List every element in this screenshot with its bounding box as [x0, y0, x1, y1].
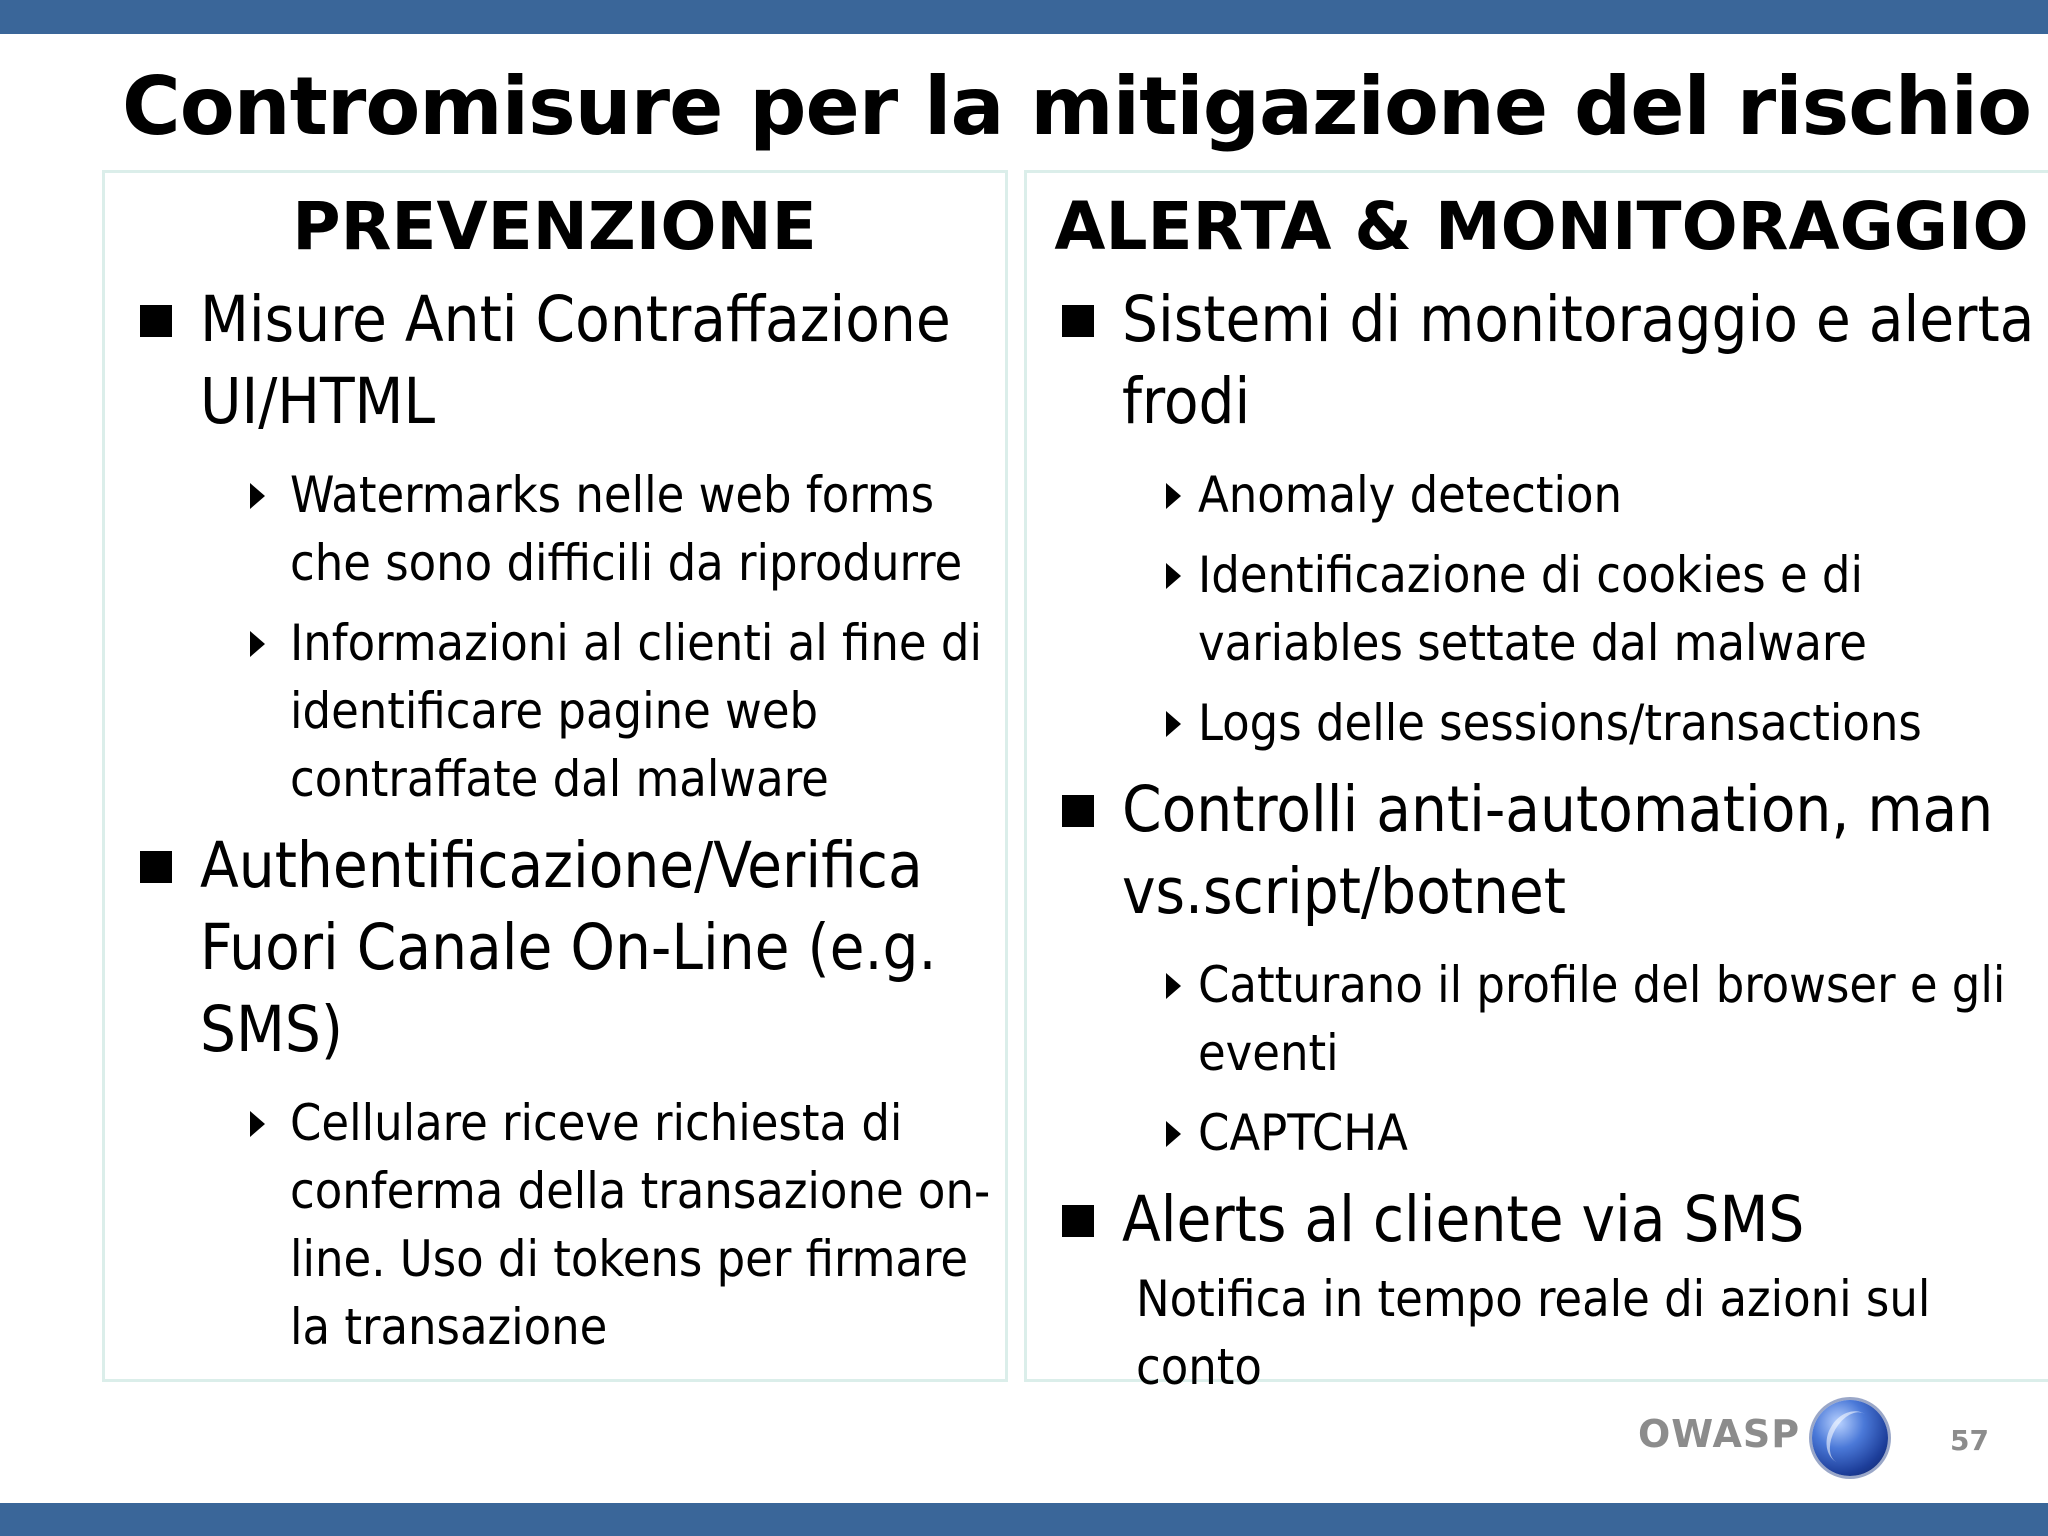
bullet-text: Controlli anti-automation, man vs.script/botnet: [1122, 773, 1994, 928]
sub-bullet-item: [1054, 541, 2044, 677]
triangle-bullet-icon: [1166, 1121, 1181, 1147]
top-bar: [0, 0, 2048, 34]
triangle-bullet-icon: [1166, 973, 1181, 999]
sub-bullet-item: [1054, 951, 2044, 1087]
bullet-item: [132, 825, 1012, 1071]
triangle-bullet-icon: [1166, 563, 1181, 589]
sub-bullet-text: Anomaly detection: [1198, 466, 1623, 524]
triangle-bullet-icon: [250, 483, 265, 509]
owasp-brand: OWASP: [1638, 1412, 1801, 1456]
sub-bullet-text: Logs delle sessions/transactions: [1198, 694, 1922, 752]
sub-bullet-item: [1054, 461, 2044, 529]
bullet-text: Misure Anti Contraffazione UI/HTML: [200, 283, 951, 438]
bullet-item: [1054, 279, 2044, 443]
sub-bullet-text: Watermarks nelle web forms che sono difficili da riprodurre: [290, 466, 963, 592]
triangle-bullet-icon: [250, 1111, 265, 1137]
bullet-note: Notifica in tempo reale di azioni sul conto: [1136, 1270, 1931, 1396]
square-bullet-icon: [1062, 1205, 1094, 1237]
sub-bullet-item: [1054, 689, 2044, 757]
sub-bullet-text: Catturano il profile del browser e gli eventi: [1198, 956, 2006, 1082]
triangle-bullet-icon: [1166, 711, 1181, 737]
sub-bullet-text: Identificazione di cookies e di variables settate dal malware: [1198, 546, 1867, 672]
prevention-heading: PREVENZIONE: [292, 188, 817, 265]
triangle-bullet-icon: [1166, 483, 1181, 509]
monitoring-heading: ALERTA & MONITORAGGIO: [1054, 188, 2029, 265]
slide-title: Contromisure per la mitigazione del rischio: [122, 60, 2032, 153]
bullet-item: [1054, 769, 2044, 933]
sub-bullet-item: [1054, 1099, 2044, 1167]
bullet-item: [132, 279, 1012, 443]
square-bullet-icon: [1062, 305, 1094, 337]
bullet-text: Authentificazione/Verifica Fuori Canale On-Line (e.g. SMS): [200, 829, 937, 1066]
monitoring-column: [1054, 188, 2044, 1401]
prevention-column: [132, 188, 1012, 1373]
sub-bullet-text: Informazioni al clienti al fine di identificare pagine web contraffate dal malware: [290, 614, 982, 808]
bullet-text: Sistemi di monitoraggio e alerta frodi: [1122, 283, 2035, 438]
square-bullet-icon: [140, 851, 172, 883]
square-bullet-icon: [1062, 795, 1094, 827]
bullet-item: [1054, 1179, 2044, 1261]
page-number: 57: [1950, 1424, 1989, 1457]
sub-bullet-item: [132, 1089, 1012, 1361]
triangle-bullet-icon: [250, 631, 265, 657]
bottom-bar: [0, 1503, 2048, 1536]
sub-bullet-text: Cellulare riceve richiesta di conferma della transazione on-line. Uso di tokens per firmare la transazione: [290, 1094, 991, 1356]
sub-bullet-item: [132, 461, 1012, 597]
bullet-text: Alerts al cliente via SMS: [1122, 1183, 1805, 1256]
owasp-globe-icon: [1812, 1400, 1888, 1476]
sub-bullet-item: [132, 609, 1012, 813]
sub-bullet-text: CAPTCHA: [1198, 1104, 1408, 1162]
square-bullet-icon: [140, 305, 172, 337]
